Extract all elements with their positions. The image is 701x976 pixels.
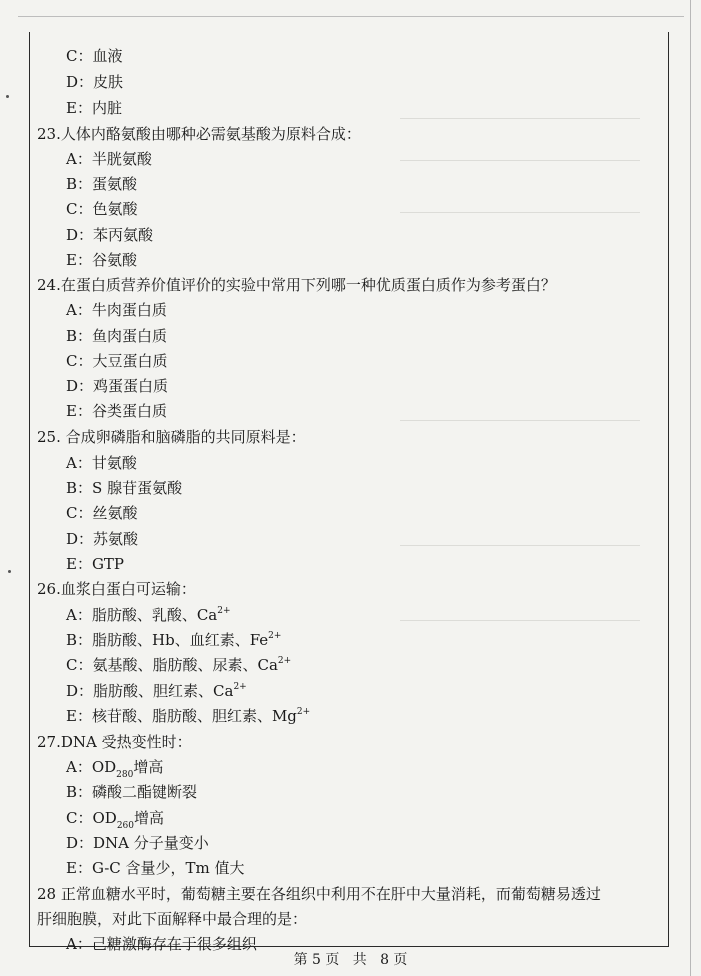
bleed-through-line — [400, 212, 640, 213]
q23-option-e: E：谷氨酸 — [66, 251, 137, 269]
q25-option-c: C：丝氨酸 — [66, 504, 138, 522]
question-23: 23.人体内酪氨酸由哪种必需氨基酸为原料合成： — [37, 125, 361, 143]
q26-b-text: B：脂肪酸、Hb、血红素、Fe — [66, 631, 269, 649]
q27-a-wavelength: 280 — [116, 770, 134, 780]
question-28-line2: 肝细胞膜，对此下面解释中最合理的是： — [37, 910, 308, 928]
q24-option-b: B：鱼肉蛋白质 — [66, 327, 168, 345]
page-right-edge — [690, 0, 691, 976]
bleed-through-line — [400, 620, 640, 621]
bleed-through-line — [400, 420, 640, 421]
q26-option-a — [66, 605, 231, 625]
bleed-through-line — [400, 160, 640, 161]
q26-a-text: A：脂肪酸、乳酸、Ca — [66, 606, 218, 624]
q24-option-c: C：大豆蛋白质 — [66, 352, 168, 370]
q26-option-b — [66, 630, 281, 650]
q25-option-a: A：甘氨酸 — [66, 454, 137, 472]
q23-option-b: B：蛋氨酸 — [66, 175, 138, 193]
q27-option-b: B：磷酸二酯键断裂 — [66, 783, 198, 801]
page-footer: 第 5 页 共 8 页 — [293, 952, 408, 968]
option-c-prev: C：血液 — [66, 47, 123, 65]
q27-c-post: 增高 — [134, 809, 165, 827]
q26-option-d — [66, 681, 247, 701]
scan-speck — [8, 570, 11, 573]
question-26: 26.血浆白蛋白可运输： — [37, 580, 196, 598]
q23-option-a: A：半胱氨酸 — [66, 150, 152, 168]
q25-option-e: E：GTP — [66, 555, 125, 573]
q27-a-pre: A：OD — [66, 758, 117, 776]
q27-option-d: D：DNA 分子量变小 — [66, 834, 209, 852]
q27-option-e: E：G-C 含量少，Tm 值大 — [66, 859, 245, 877]
q26-c-text: C：氨基酸、脂肪酸、尿素、Ca — [66, 656, 278, 674]
q26-e-charge: 2+ — [296, 707, 311, 717]
q26-option-e — [66, 706, 310, 726]
q25-option-d: D：苏氨酸 — [66, 530, 139, 548]
q25-option-b: B：S 腺苷蛋氨酸 — [66, 479, 183, 497]
q23-option-c: C：色氨酸 — [66, 200, 138, 218]
question-25: 25. 合成卵磷脂和脑磷脂的共同原料是： — [37, 428, 306, 446]
option-e-prev: E：内脏 — [66, 99, 122, 117]
q24-option-e: E：谷类蛋白质 — [66, 402, 167, 420]
q27-option-a — [66, 757, 164, 780]
q27-option-c — [66, 808, 165, 831]
q26-b-charge: 2+ — [268, 631, 282, 641]
q23-option-d: D：苯丙氨酸 — [66, 226, 154, 244]
q26-c-charge: 2+ — [277, 656, 292, 666]
page-top-edge — [18, 16, 684, 17]
q26-option-c — [66, 655, 291, 675]
q27-c-pre: C：OD — [66, 809, 117, 827]
option-d-prev: D：皮肤 — [66, 73, 124, 91]
question-24: 24.在蛋白质营养价值评价的实验中常用下列哪一种优质蛋白质作为参考蛋白？ — [37, 276, 556, 294]
q24-option-d: D：鸡蛋蛋白质 — [66, 377, 169, 395]
bleed-through-line — [400, 118, 640, 119]
q27-c-wavelength: 260 — [116, 821, 134, 831]
bleed-through-line — [400, 545, 640, 546]
q26-d-text: D：脂肪酸、胆红素、Ca — [66, 682, 234, 700]
q26-d-charge: 2+ — [233, 682, 247, 692]
question-27: 27.DNA 受热变性时： — [37, 733, 192, 751]
scan-speck — [6, 95, 9, 98]
q28-option-a: A：己糖激酶存在于很多组织 — [66, 935, 257, 953]
question-28-line1: 28 正常血糖水平时，葡萄糖主要在各组织中利用不在肝中大量消耗，而葡萄糖易透过 — [37, 885, 601, 903]
q26-a-charge: 2+ — [217, 606, 231, 616]
q27-a-post: 增高 — [133, 758, 164, 776]
q26-e-text: E：核苷酸、脂肪酸、胆红素、Mg — [66, 707, 297, 725]
q24-option-a: A：牛肉蛋白质 — [66, 301, 167, 319]
